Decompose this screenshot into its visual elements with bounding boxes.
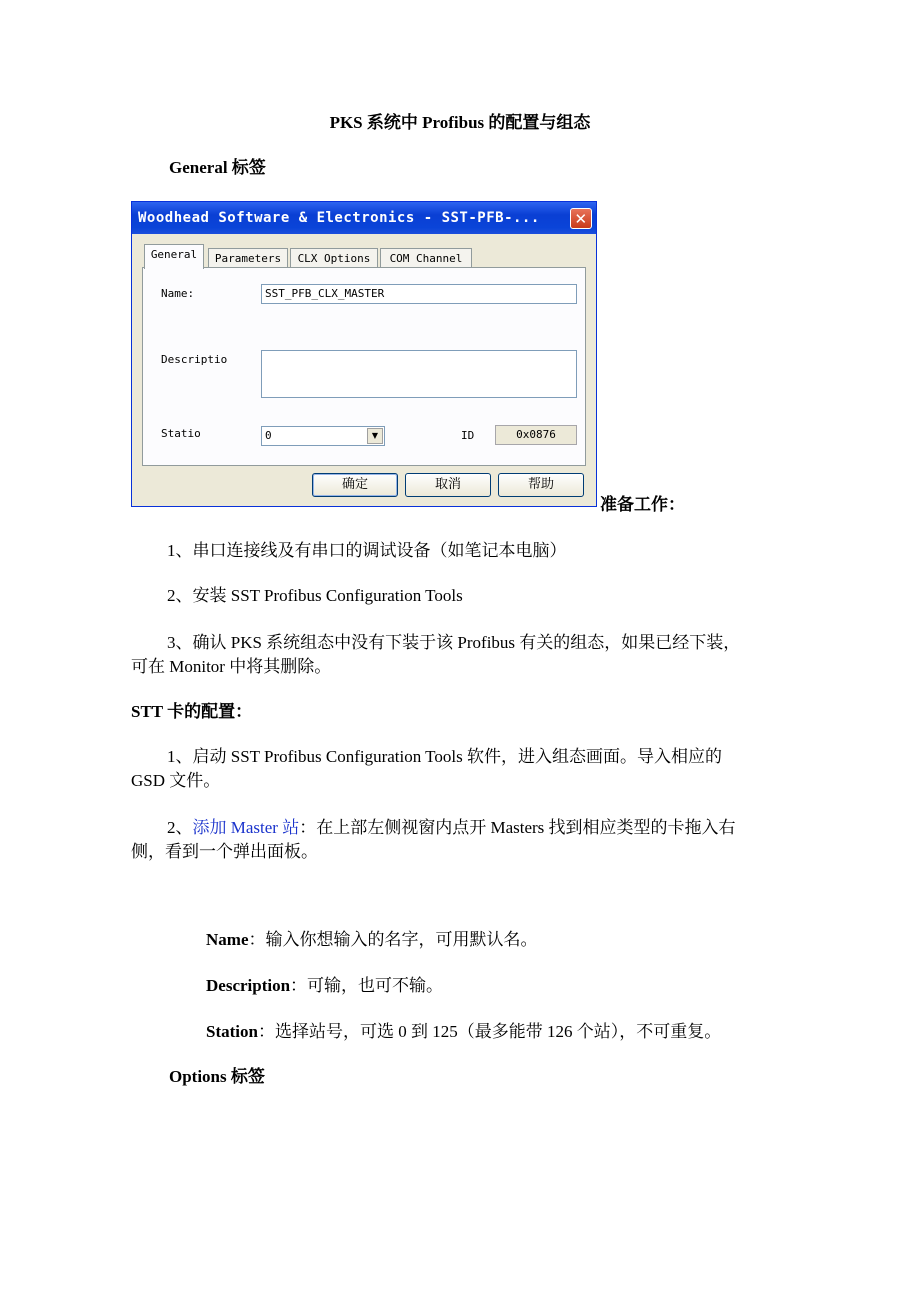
dialog-titlebar <box>132 202 596 234</box>
field-label: Name <box>206 930 249 949</box>
help-button[interactable]: 帮助 <box>498 473 584 497</box>
stt-item-2-line2: 侧，看到一个弹出面板。 <box>131 842 318 861</box>
id-label: ID <box>461 429 475 442</box>
general-tab-heading: General 标签 <box>169 158 266 177</box>
sst-profibus-dialog <box>131 201 597 507</box>
stt-item-2-line1 <box>167 817 736 839</box>
ok-button[interactable]: 确定 <box>312 473 398 497</box>
stt-item-1-line2: GSD 文件。 <box>131 771 221 790</box>
prep-item: 2、安装 SST Profibus Configuration Tools <box>167 586 463 605</box>
stt-heading: STT 卡的配置： <box>131 702 253 721</box>
station-value: 0 <box>265 429 272 442</box>
field-description-station <box>206 1021 721 1043</box>
station-label: Statio <box>161 427 201 440</box>
cancel-button[interactable]: 取消 <box>405 473 491 497</box>
general-tab-panel <box>142 267 586 466</box>
stt-item-2-rest: ：在上部左侧视窗内点开 Masters 找到相应类型的卡拖入右 <box>299 818 736 837</box>
add-master-link[interactable]: 添加 Master 站 <box>192 818 300 837</box>
description-label: Descriptio <box>161 353 228 366</box>
id-value: 0x0876 <box>495 425 577 445</box>
document-title: PKS 系统中 Profibus 的配置与组态 <box>329 113 591 132</box>
dialog-title: Woodhead Software & Electronics - SST-PFB-... <box>138 210 540 226</box>
close-icon[interactable]: ✕ <box>570 208 592 229</box>
prep-item: 1、串口连接线及有串口的调试设备（如笔记本电脑） <box>167 541 567 560</box>
tab-clx-options[interactable]: CLX Options <box>290 248 378 268</box>
stt-item-1-line1: 1、启动 SST Profibus Configuration Tools 软件，进入组态画面。导入相应的 <box>167 747 722 766</box>
options-tab-heading: Options 标签 <box>169 1067 265 1086</box>
field-text: ：输入你想输入的名字，可用默认名。 <box>248 930 538 949</box>
field-text: ：可输，也可不输。 <box>290 976 444 995</box>
name-label: Name: <box>161 287 195 300</box>
stt-item-2-prefix: 2、 <box>167 818 193 837</box>
tab-general[interactable]: General <box>144 244 204 269</box>
tab-parameters[interactable]: Parameters <box>208 248 288 268</box>
field-description-name <box>206 929 537 951</box>
prep-heading: 准备工作： <box>600 495 685 514</box>
field-description-description <box>206 975 443 997</box>
field-label: Description <box>206 976 291 995</box>
description-input[interactable] <box>261 350 577 398</box>
prep-item-3-line2: 可在 Monitor 中将其删除。 <box>131 657 332 676</box>
station-select[interactable] <box>261 426 385 446</box>
prep-item-3-line1: 3、确认 PKS 系统组态中没有下装于该 Profibus 有关的组态，如果已经下装， <box>167 633 741 652</box>
tab-com-channel[interactable]: COM Channel <box>380 248 472 268</box>
chevron-down-icon[interactable]: ▼ <box>367 428 383 444</box>
field-label: Station <box>206 1022 258 1041</box>
field-text: ：选择站号，可选 0 到 125（最多能带 126 个站），不可重复。 <box>257 1022 722 1041</box>
name-input[interactable]: SST_PFB_CLX_MASTER <box>261 284 577 304</box>
